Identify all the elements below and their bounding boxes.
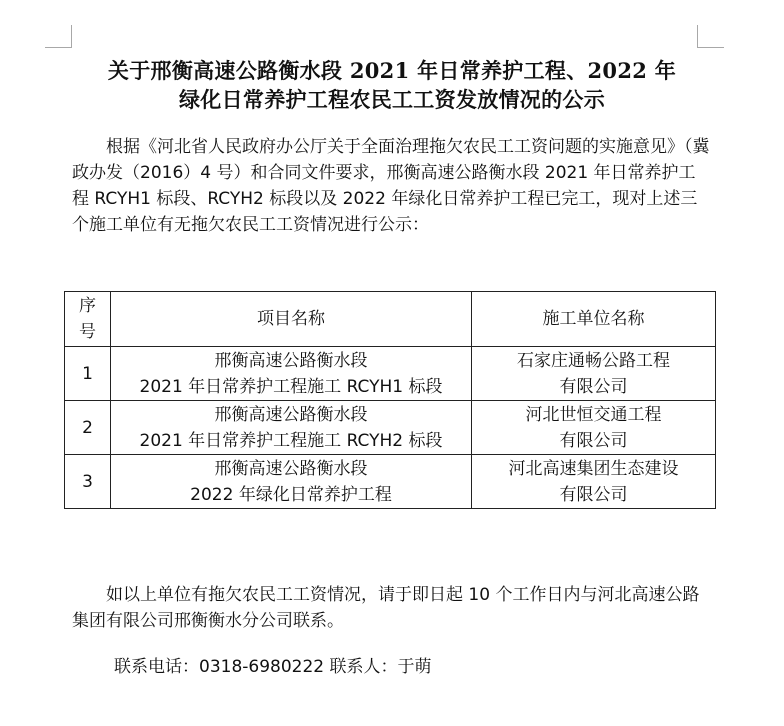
header-index-line-2: 号 — [79, 322, 96, 342]
row-project-name — [111, 455, 472, 509]
margin-corner-mark-left — [45, 25, 72, 48]
title-line-1: 关于邢衡高速公路衡水段 2021 年日常养护工程、2022 年 — [107, 58, 677, 83]
contractor-name-line-1: 石家庄通畅公路工程 — [517, 350, 670, 371]
table-row — [65, 455, 716, 509]
project-name-line-2: 2022 年绿化日常养护工程 — [190, 484, 392, 505]
closing-paragraph: 如以上单位有拖欠农民工工资情况，请于即日起 10 个工作日内与河北高速公路集团有限公司邢衡衡水分公司联系。 — [72, 585, 700, 631]
table-header-row — [65, 292, 716, 347]
table-row — [65, 347, 716, 401]
header-contractor-name: 施工单位名称 — [472, 292, 716, 347]
row-index: 3 — [65, 455, 111, 509]
contractor-name-line-1: 河北高速集团生态建设 — [508, 458, 679, 479]
row-index: 1 — [65, 347, 111, 401]
project-name-line-2: 2021 年日常养护工程施工 RCYH2 标段 — [139, 430, 443, 451]
contractor-name-line-1: 河北世恒交通工程 — [525, 404, 662, 425]
contact-line: 联系电话：0318-6980222 联系人：于萌 — [114, 657, 432, 677]
table-row — [65, 401, 716, 455]
header-index — [65, 292, 111, 347]
header-index-line-1: 序 — [79, 296, 96, 316]
project-name-line-1: 邢衡高速公路衡水段 — [214, 458, 368, 479]
contractor-name-line-2: 有限公司 — [559, 484, 628, 505]
intro-paragraph: 根据《河北省人民政府办公厅关于全面治理拖欠农民工工资问题的实施意见》（冀政办发（2016）4 号）和合同文件要求，邢衡高速公路衡水段 2021 年日常养护工程 RCYH1 标段、RCYH2 标段以及 2022 年绿化日常养护工程已完工，现对上述三个施工单位有无拖欠农民工工资情况进行公示： — [72, 137, 710, 235]
title-line-2: 绿化日常养护工程农民工工资发放情况的公示 — [179, 87, 605, 112]
row-index: 2 — [65, 401, 111, 455]
row-project-name — [111, 401, 472, 455]
row-contractor-name — [472, 455, 716, 509]
project-table — [64, 291, 716, 509]
margin-corner-mark-right — [697, 25, 724, 48]
contractor-name-line-2: 有限公司 — [559, 376, 628, 397]
row-project-name — [111, 347, 472, 401]
header-project-name: 项目名称 — [111, 292, 472, 347]
row-contractor-name — [472, 347, 716, 401]
contractor-name-line-2: 有限公司 — [559, 430, 628, 451]
document-title — [40, 56, 744, 114]
project-name-line-1: 邢衡高速公路衡水段 — [214, 404, 368, 425]
project-name-line-1: 邢衡高速公路衡水段 — [214, 350, 368, 371]
row-contractor-name — [472, 401, 716, 455]
project-name-line-2: 2021 年日常养护工程施工 RCYH1 标段 — [139, 376, 443, 397]
